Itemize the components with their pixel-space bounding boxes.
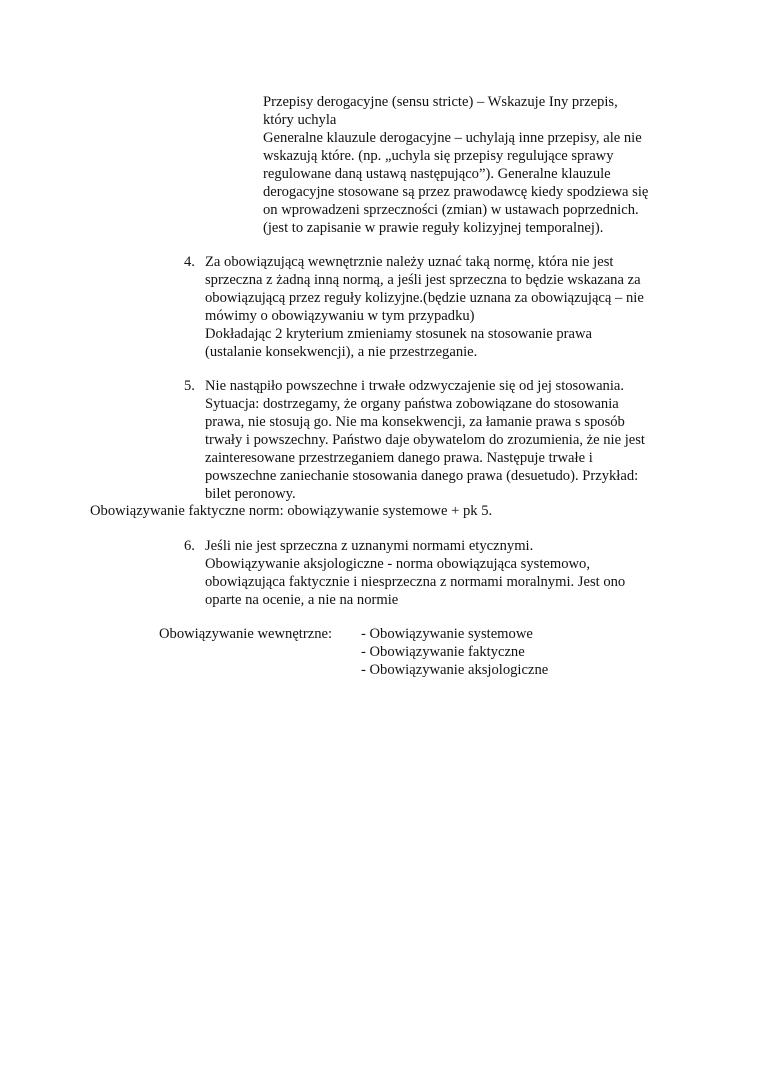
derogation-line: derogacyjne stosowane są przez prawodawcę kiedy spodziewa się [263,184,649,200]
derogation-line: Przepisy derogacyjne (sensu stricte) – Wskazuje Iny przepis, [263,94,618,110]
list-item-line: mówimy o obowiązywaniu w tym przypadku) [205,308,475,324]
derogation-line: wskazują które. (np. „uchyla się przepisy regulujące sprawy [263,148,614,164]
derogation-line: (jest to zapisanie w prawie reguły kolizyjnej temporalnej). [263,220,604,236]
list-item-line: obowiązującą przez reguły kolizyjne.(będzie uznana za obowiązującą – nie [205,290,644,306]
list-item-line: trwały i powszechny. Państwo daje obywatelom do zrozumienia, że nie jest [205,432,645,448]
list-item-line: Obowiązywanie aksjologiczne - norma obowiązująca systemowo, [205,556,590,572]
faktyczne-note: Obowiązywanie faktyczne norm: obowiązywanie systemowe + pk 5. [90,503,493,519]
list-item-line: Za obowiązującą wewnętrznie należy uznać taką normę, która nie jest [205,254,614,270]
list-item-line: Jeśli nie jest sprzeczna z uznanymi normami etycznymi. [205,538,534,554]
summary-item: - Obowiązywanie aksjologiczne [361,662,549,678]
list-item-line: (ustalanie konsekwencji), a nie przestrzeganie. [205,344,478,360]
list-number: 4. [184,254,195,270]
list-item-line: powszechne zaniechanie stosowania danego prawa (desuetudo). Przykład: [205,468,639,484]
summary-label: Obowiązywanie wewnętrzne: [159,626,333,642]
list-item-line: bilet peronowy. [205,486,296,502]
derogation-line: regulowane daną ustawą następująco”). Generalne klauzule [263,166,611,182]
list-item-line: obowiązująca faktycznie i niesprzeczna z normami moralnymi. Jest ono [205,574,626,590]
list-item-line: prawa, nie stosują go. Nie ma konsekwencji, za łamanie prawa s sposób [205,414,625,430]
list-item-line: Nie nastąpiło powszechne i trwałe odzwyczajenie się od jej stosowania. [205,378,625,394]
summary-item: - Obowiązywanie faktyczne [361,644,525,660]
list-item-line: Dokładając 2 kryterium zmieniamy stosunek na stosowanie prawa [205,326,593,342]
list-number: 6. [184,538,195,554]
list-item-line: Sytuacja: dostrzegamy, że organy państwa zobowiązane do stosowania [205,396,619,412]
derogation-line: on wprowadzeni sprzeczności (zmian) w ustawach poprzednich. [263,202,639,218]
list-number: 5. [184,378,195,394]
list-item-line: zainteresowane przestrzeganiem danego prawa. Następuje trwałe i [205,450,593,466]
derogation-line: Generalne klauzule derogacyjne – uchylają inne przepisy, ale nie [263,130,642,146]
derogation-line: który uchyla [263,112,337,128]
list-item-line: oparte na ocenie, a nie na normie [205,592,399,608]
summary-item: - Obowiązywanie systemowe [361,626,533,642]
list-item-line: sprzeczna z żadną inną normą, a jeśli jest sprzeczna to będzie wskazana za [205,272,641,288]
